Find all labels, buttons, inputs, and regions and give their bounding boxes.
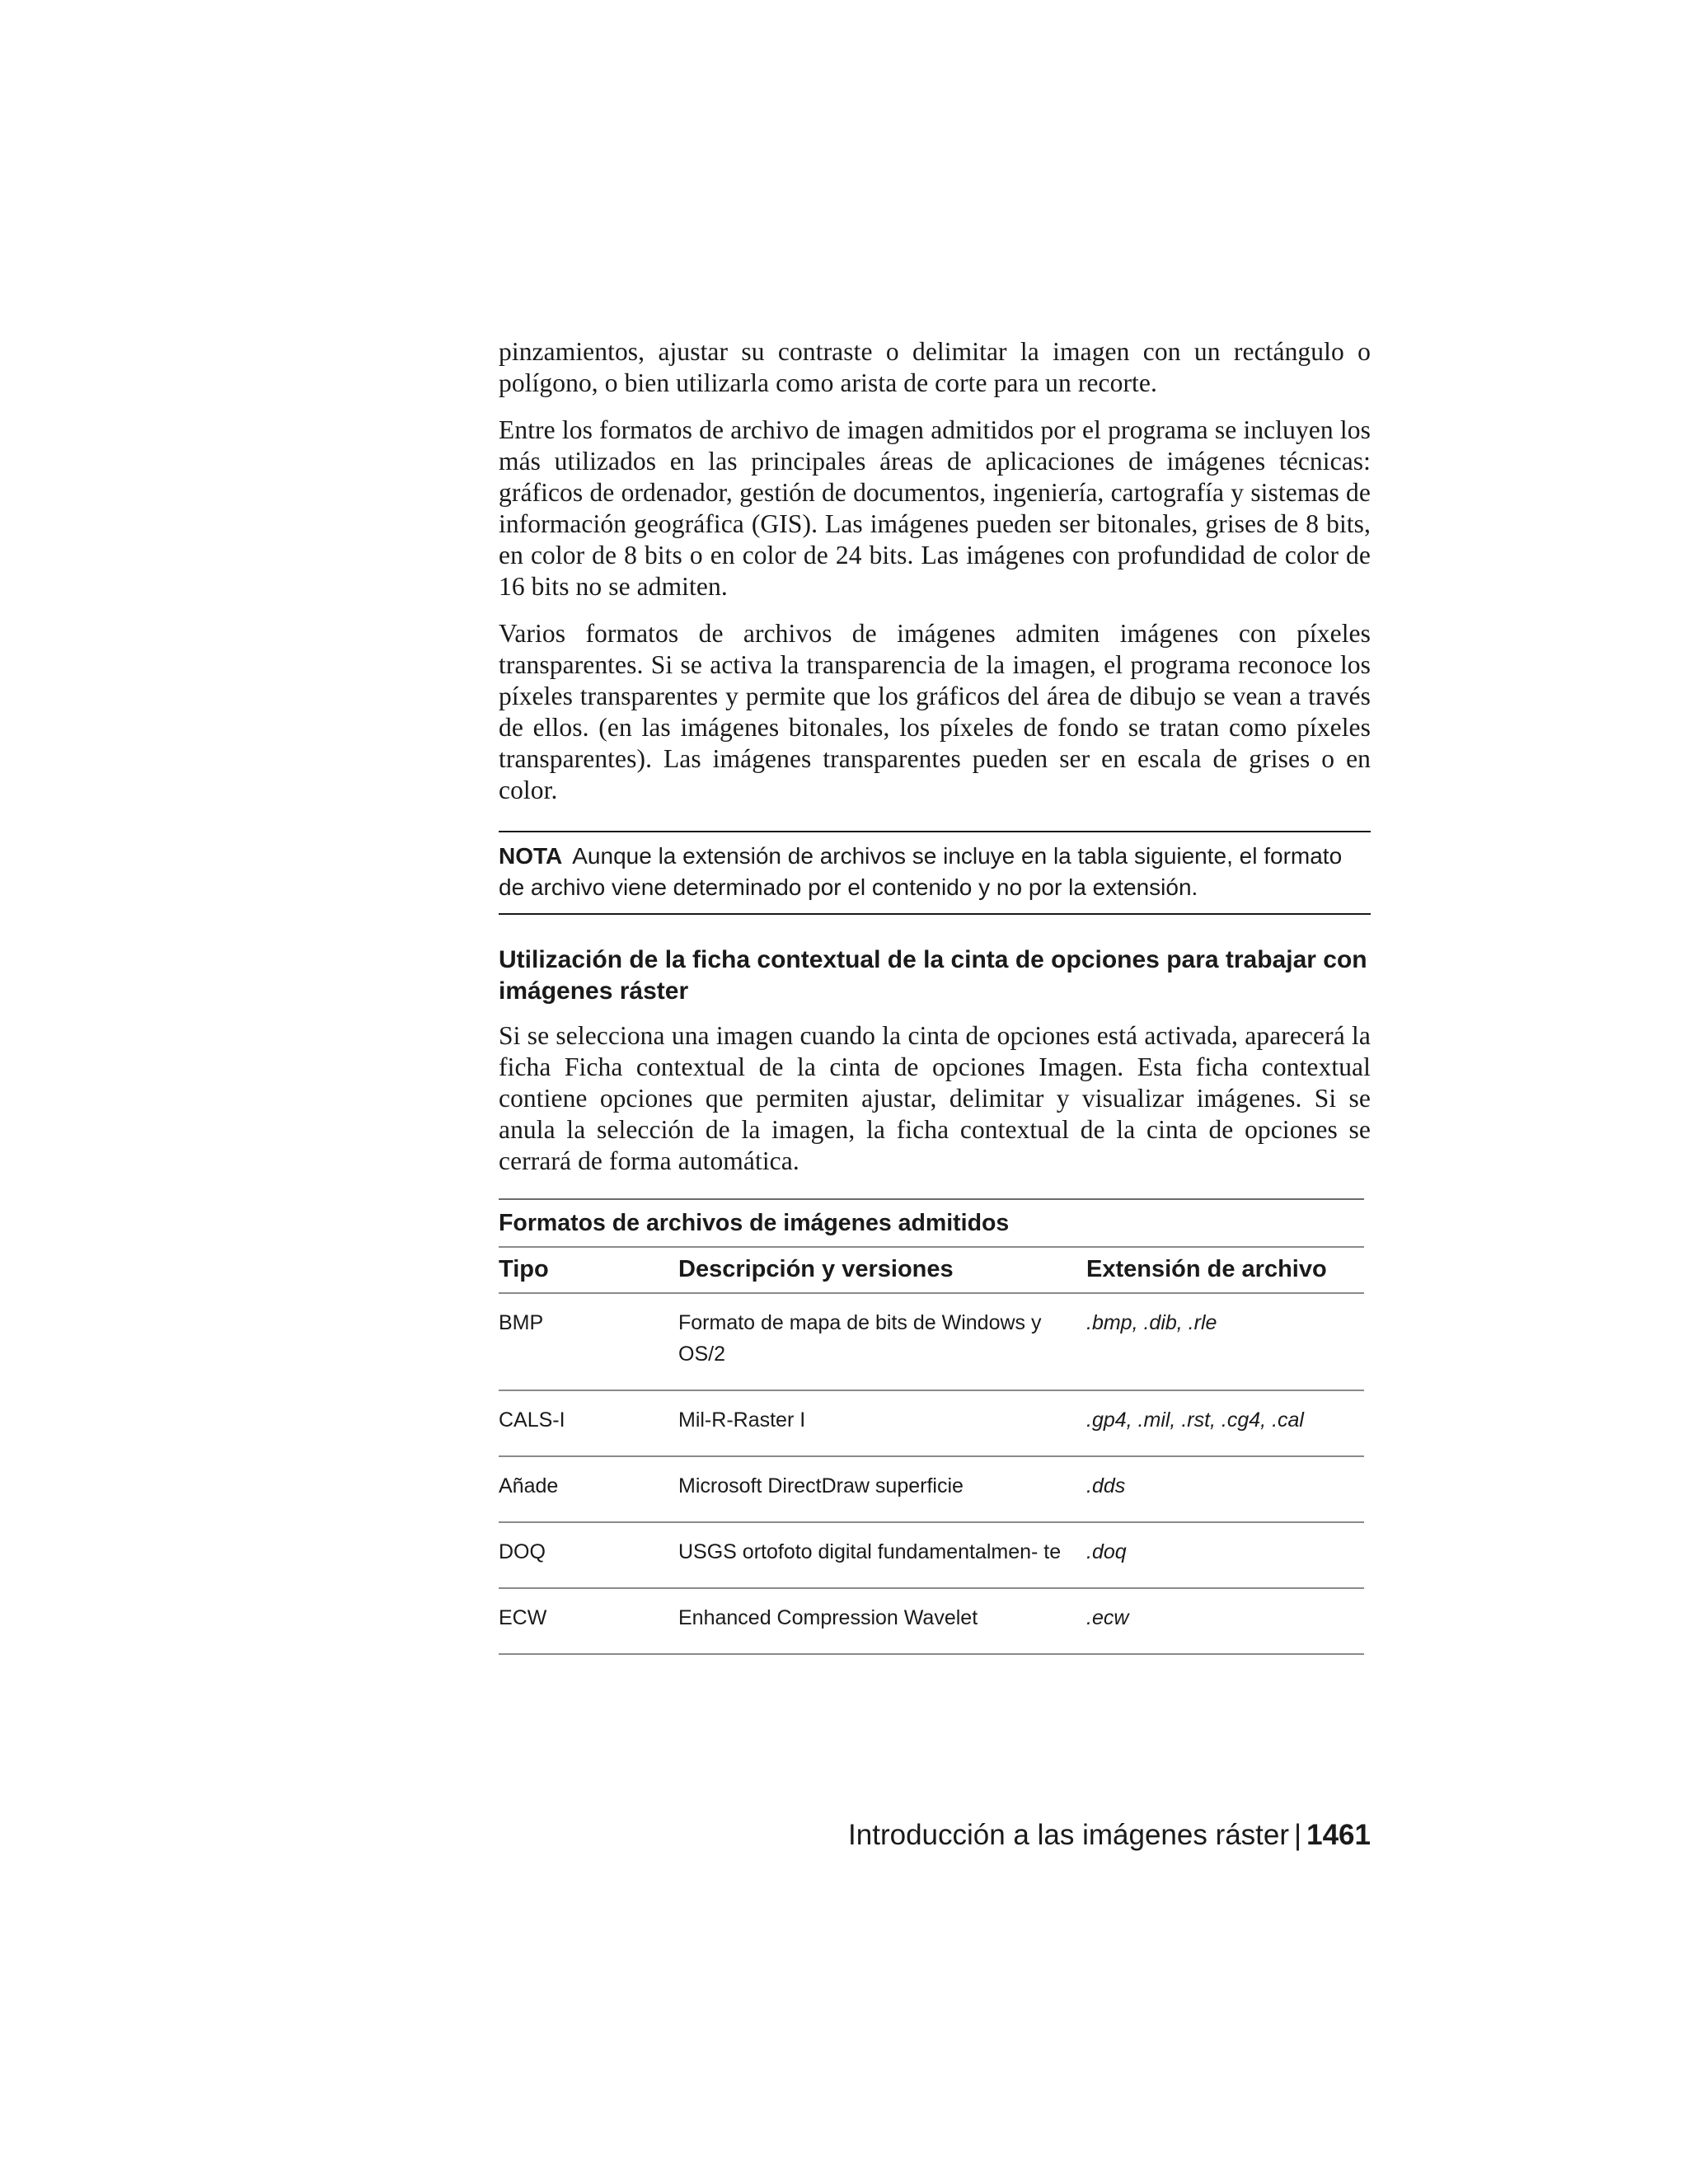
note-label: NOTA [499, 843, 563, 869]
cell-type: BMP [499, 1293, 678, 1390]
cell-description: Formato de mapa de bits de Windows y OS/2 [678, 1293, 1086, 1390]
header-type: Tipo [499, 1247, 678, 1293]
formats-table [499, 1246, 1364, 1655]
page-number: 1461 [1306, 1819, 1371, 1851]
paragraph-intro: pinzamientos, ajustar su contraste o delimitar la imagen con un rectángulo o polígono, o bien utilizarla como arista de corte para un recorte. [499, 337, 1371, 397]
cell-type: CALS-I [499, 1390, 678, 1456]
header-extension: Extensión de archivo [1086, 1247, 1364, 1293]
cell-type: ECW [499, 1588, 678, 1654]
footer-separator: | [1294, 1819, 1302, 1851]
cell-type: Añade [499, 1456, 678, 1522]
table-row [499, 1456, 1364, 1522]
table-row [499, 1293, 1364, 1390]
page-footer [848, 1817, 1371, 1854]
section-heading: Utilización de la ficha contextual de la cinta de opciones para trabajar con imágenes ráster [499, 946, 1367, 1005]
table-row [499, 1588, 1364, 1654]
page-content [499, 336, 1371, 1655]
paragraph-formats: Entre los formatos de archivo de imagen admitidos por el programa se incluyen los más utilizados en las principales áreas de aplicaciones de imágenes técnicas: gráficos de ordenador, gestión de documentos, ingeniería, cartografía y sistemas de información geográfica (GIS). Las imágenes pueden ser bitonales, grises de 8 bits, en color de 8 bits o en color de 24 bits. Las imágenes con profundidad de color de 16 bits no se admiten. [499, 415, 1371, 601]
cell-description: Microsoft DirectDraw superficie [678, 1456, 1086, 1522]
paragraph-transparency: Varios formatos de archivos de imágenes admiten imágenes con píxeles transparentes. Si se activa la transparencia de la imagen, el programa reconoce los píxeles transparentes y permite que los gráficos del área de dibujo se vean a través de ellos. (en las imágenes bitonales, los píxeles de fondo se tratan como píxeles transparentes). Las imágenes transparentes pueden ser en escala de grises o en color. [499, 619, 1371, 804]
table-row [499, 1390, 1364, 1456]
cell-extension: .gp4, .mil, .rst, .cg4, .cal [1086, 1390, 1364, 1456]
cell-description: USGS ortofoto digital fundamentalmen- te [678, 1522, 1086, 1588]
section-paragraph: Si se selecciona una imagen cuando la cinta de opciones está activada, aparecerá la ficha Ficha contextual de la cinta de opciones Imagen. Esta ficha contextual contiene opciones que permiten ajustar, delimitar y visualizar imágenes. Si se anula la selección de la imagen, la ficha contextual de la cinta de opciones se cerrará de forma automática. [499, 1021, 1371, 1175]
cell-extension: .doq [1086, 1522, 1364, 1588]
cell-extension: .ecw [1086, 1588, 1364, 1654]
cell-extension: .bmp, .dib, .rle [1086, 1293, 1364, 1390]
table-header-row [499, 1247, 1364, 1293]
table-title: Formatos de archivos de imágenes admitidos [499, 1198, 1364, 1246]
cell-extension: .dds [1086, 1456, 1364, 1522]
note-box [499, 831, 1371, 915]
footer-section-title: Introducción a las imágenes ráster [848, 1819, 1290, 1851]
table-row [499, 1522, 1364, 1588]
header-description: Descripción y versiones [678, 1247, 1086, 1293]
cell-description: Enhanced Compression Wavelet [678, 1588, 1086, 1654]
cell-description: Mil-R-Raster I [678, 1390, 1086, 1456]
formats-table-block [499, 1198, 1364, 1655]
cell-type: DOQ [499, 1522, 678, 1588]
note-text: Aunque la extensión de archivos se incluye en la tabla siguiente, el formato de archivo viene determinado por el contenido y no por la extensión. [499, 843, 1343, 900]
